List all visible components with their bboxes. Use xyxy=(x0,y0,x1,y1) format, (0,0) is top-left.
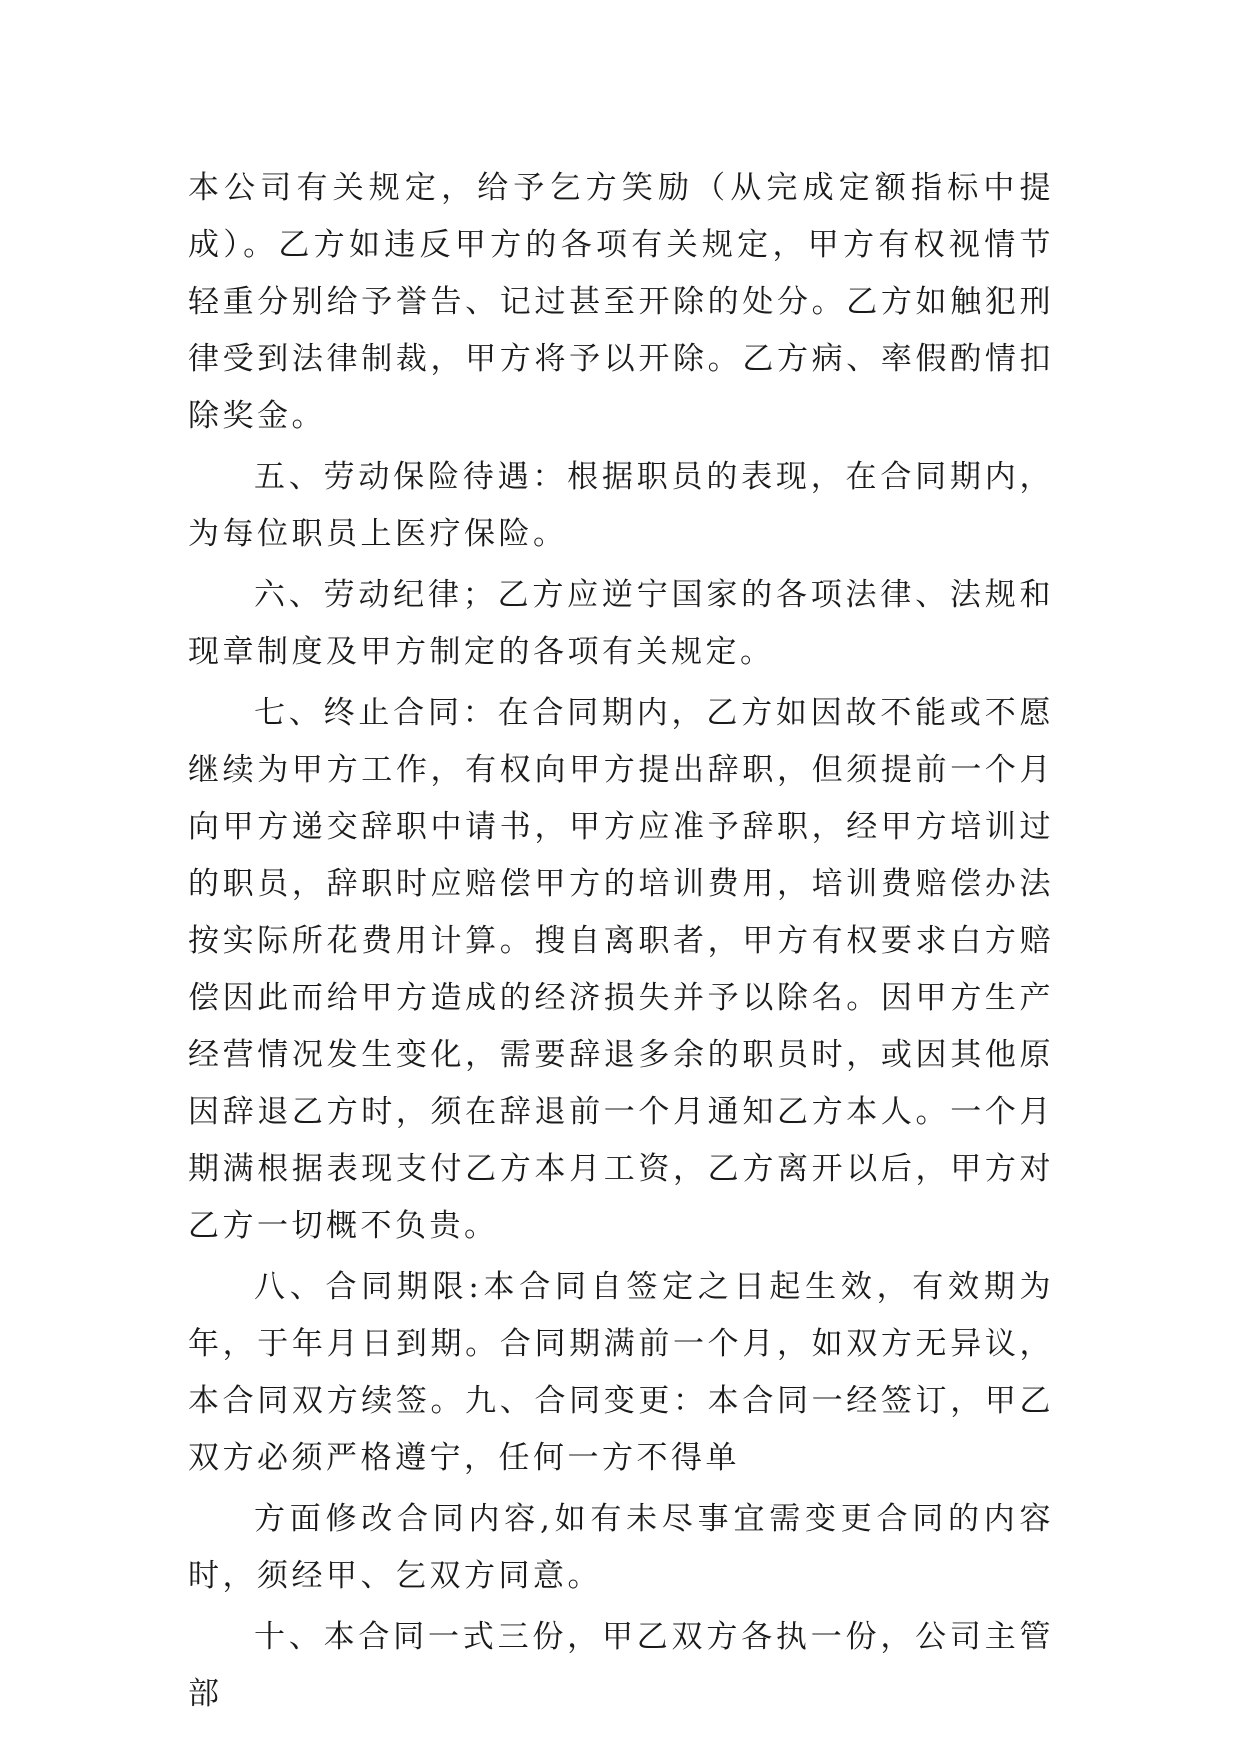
paragraph-labor-discipline: 六、劳动纪律；乙方应逆宁国家的各项法律、法规和现章制度及甲方制定的各项有关规定。 xyxy=(188,577,1054,670)
paragraph-rewards-discipline: 本公司有关规定，给予乞方笑励（从完成定额指标中提成）。乙方如违反甲方的各项有关规定，甲方有权视情节轻重分别给予誉告、记过甚至开除的处分。乙方如触犯刑律受到法律制裁，甲方将予以开除。乙方病、率假酌情扣除奖金。 xyxy=(188,170,1054,434)
paragraph-insurance: 五、劳动保险待遇：根据职员的表现，在合同期内，为每位职员上医疗保险。 xyxy=(188,459,1054,552)
contract-page xyxy=(188,160,1054,1727)
paragraph-contract-term: 八、合同期限:本合同自签定之日起生效，有效期为年，于年月日到期。合同期满前一个月，如双方无异议，本合同双方续签。九、合同变更：本合同一经签订，甲乙双方必须严格遵宁，任何一方不得单 xyxy=(188,1269,1054,1476)
paragraph-copies: 十、本合同一式三份，甲乙双方各执一份，公司主管部 xyxy=(188,1619,1054,1712)
paragraph-termination: 七、终止合同：在合同期内，乙方如因故不能或不愿继续为甲方工作，有权向甲方提出辞职，但须提前一个月向甲方递交辞职中请书，甲方应准予辞职，经甲方培训过的职员，辞职时应赔偿甲方的培训费用，培训费赔偿办法按实际所花费用计算。搜自离职者，甲方有权要求白方赔偿因此而给甲方造成的经济损失并予以除名。因甲方生产经营情况发生变化，需要辞退多余的职员时，或因其他原因辞退乙方时，须在辞退前一个月通知乙方本人。一个月期满根据表现支付乙方本月工资，乙方离开以后，甲方对乙方一切概不负贵。 xyxy=(188,695,1054,1244)
paragraph-contract-modification: 方面修改合同内容,如有未尽事宜需变更合同的内容时，须经甲、乞双方同意。 xyxy=(188,1501,1054,1594)
